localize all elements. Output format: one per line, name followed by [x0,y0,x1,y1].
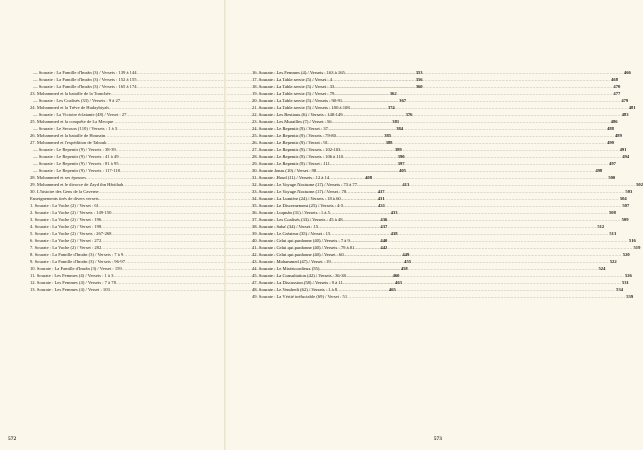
toc-entry-page: 438 [390,231,398,236]
toc-entry-page: 356 [415,77,423,82]
toc-entry [252,195,627,202]
toc-entry-page: 507 [622,203,630,208]
toc-entry-page: 526 [624,273,632,278]
toc-entry-page: 524 [598,266,606,271]
toc-entry [252,209,616,216]
toc-entry-title: 44. Sourate : Le Miséricordieux (55) [252,266,320,271]
toc-entry-page: 468 [611,77,619,82]
toc-entry [252,265,606,272]
toc-entry-title: — Sourate : Le Repentir (9) / Versets : 117-118 [33,168,120,173]
toc-entry-page: 389 [394,147,402,152]
book-gutter [224,0,226,450]
toc-entry [252,146,627,153]
dot-leader [332,76,610,83]
toc-entry-page: 509 [621,217,629,222]
toc-entry-title: 34. Sourate : La Lumière (24) / Versets : 18 à 60 [252,196,341,201]
toc-entry-page: 512 [597,224,605,229]
toc-entry [252,160,616,167]
toc-entry-title: 25. Sourate : Le Repentir (9) / Versets : 79-80 [252,133,336,138]
toc-entry [252,174,616,181]
toc-entry-title: — Sourate : Le Repentir (9) / Versets : 81 à 95 [33,161,119,166]
dot-leader [328,125,606,132]
toc-entry [252,181,643,188]
toc-entry-title: 3. Sourate : La Vache (2) / Verset : 196 [30,217,102,222]
toc-entry-page: 513 [609,231,617,236]
toc-entry-title: 48. Sourate : Le Vendredi (62) / Versets : 1 à 8 [252,287,338,292]
toc-entry-page: 488 [607,126,614,131]
toc-entry-title: 33. Sourate : Le Voyage Nocturne (17) / Verset : 78 [252,189,347,194]
right-page [225,0,643,450]
toc-entry-page: 498 [595,168,603,173]
toc-entry-page: 360 [415,84,423,89]
toc-entry-title: — Sourate : La Famille d'Imrân (3) / Versets : 165 à 174 [33,84,137,89]
toc-entry [252,153,630,160]
toc-entry-page: 508 [608,210,616,215]
toc-entry-title: — Sourate : Le Repentir (9) / Versets : 38-39 [33,147,116,152]
toc-entry-title: — Sourate : Les Coalisés (33) / Versets : 9 à 27 [33,98,121,103]
toc-entry-title: 18. Sourate : La Table servie (5) / Verset : 33 [252,84,335,89]
dot-leader [343,153,621,160]
toc-entry-title: 22. Sourate : Les Bestiaux (6) / Versets : 148-149 [252,112,343,117]
toc-entry-page: 437 [380,224,388,229]
toc-entry-title: 7. Sourate : La Vache (2) / Verset : 282 [30,245,102,250]
page-number-left: 572 [8,436,17,442]
dot-leader [329,174,607,181]
toc-entry-title: 23. Mohammed et la bataille de la Tranchée [30,91,111,96]
toc-entry-page: 385 [384,133,392,138]
toc-entry-page: 479 [621,98,629,103]
toc-entry [252,202,630,209]
dot-leader [316,167,594,174]
toc-entry-title: 11. Sourate : Les Femmes (4) / Versets : 1 à 3 [30,273,114,278]
dot-leader [343,202,621,209]
toc-entry-page: 384 [396,126,404,131]
toc-entry-title: 6. Sourate : La Vache (2) / Verset : 272 [30,238,102,243]
toc-entry-title: 4. Sourate : La Vache (2) / Verset : 198 [30,224,102,229]
toc-entry-page: 481 [628,105,636,110]
toc-entry-page: 519 [633,245,641,250]
toc-entry [252,104,636,111]
toc-entry-page: 455 [404,259,412,264]
toc-entry [252,188,633,195]
dot-leader [345,69,623,76]
toc-entry-page: 463 [395,280,402,285]
toc-entry-title: 20. Sourate : La Table servie (5) / Versets : 90-91 [252,98,343,103]
toc-entry-title: 19. Sourate : La Table servie (5) / Verset : 79 [252,91,335,96]
toc-entry [252,90,621,97]
toc-entry-page: 503 [625,189,633,194]
toc-entry [252,118,618,125]
dot-leader [350,237,628,244]
toc-entry-page: 460 [392,273,400,278]
toc-entry [252,272,632,279]
dot-leader [357,181,635,188]
toc-entry-page: 362 [389,91,397,96]
dot-leader [347,293,625,300]
toc-entry-title: 23. Sourate : Les Murailles (7) / Verset : 56 [252,119,332,124]
toc-entry-page: 539 [626,294,634,299]
toc-entry-title: — Sourate : La Famille d'Imrân (3) / Versets : 139 à 144 [33,70,137,75]
toc-entry-title: 5. Sourate : La Vache (2) / Versets : 267-268 [30,231,112,236]
toc-entry-title: 16. Sourate : Les Femmes (4) / Versets : 163 à 165 [252,70,345,75]
toc-entry [252,125,614,132]
toc-entry-page: 408 [365,175,373,180]
toc-entry-page: 531 [621,280,629,285]
dot-leader [341,195,619,202]
toc-entry-title: Enseignements tirés de divers versets [30,196,99,201]
toc-entry-page: 491 [619,147,627,152]
toc-entry [252,139,614,146]
toc-entry-page: 494 [622,154,630,159]
toc-entry [252,258,617,265]
toc-entry-title: 8. Sourate : La Famille d'Imrân (3) / Versets : 7 à 9 [30,252,124,257]
toc-entry-page: 466 [623,70,631,75]
toc-entry-page: 490 [607,140,614,145]
toc-entry [252,279,629,286]
dot-leader [331,258,609,265]
toc-entry-page: 388 [385,140,393,145]
toc-entry-title: 29. Sourate : Le Repentir (9) / Verset : 111 [252,161,330,166]
toc-entry-page: 417 [377,189,385,194]
toc-entry-title: 26. Mohammed et la bataille de Hounaïn [30,133,106,138]
dot-leader [344,251,622,258]
toc-entry [252,244,641,251]
toc-list-right [252,69,643,300]
toc-entry-title: 43. Sourate : Mohammed (47) / Verset : 19 [252,259,331,264]
toc-entry-title: 28. Sourate : Le Repentir (9) / Versets : 106 à 110 [252,154,344,159]
toc-entry-page: 483 [621,112,629,117]
toc-entry-page: 477 [613,91,621,96]
toc-entry-page: 431 [378,203,385,208]
toc-entry [252,223,605,230]
dot-leader [318,223,596,230]
toc-entry-page: 397 [397,161,405,166]
toc-entry [252,286,624,293]
toc-entry-title: 24. Mohammed et la Trêve de Hudaybiyah [30,105,109,110]
toc-entry-title: 29. Mohammed et le divorce de Zayd ibn Hârithah [30,182,124,187]
toc-entry-page: 413 [402,182,410,187]
toc-entry-page: 390 [397,154,405,159]
toc-entry-title: 2. Sourate : La Vache (2) / Versets : 149-150 [30,210,112,215]
toc-entry-title: 37. Sourate : Les Coalisés (33) / Versets : 45 à 48 [252,217,343,222]
dot-leader [343,279,621,286]
toc-entry-title: 35. Sourate : Le Discernement (25) / Versets : 4-5 [252,203,344,208]
toc-entry-title: 41. Sourate : Celui qui pardonne (40) / Versets : 79 à 81 [252,245,355,250]
toc-entry-title: — Sourate : Le Secours (110) / Versets : 1 à 3 [33,126,118,131]
toc-entry-title: 30. Sourate Jonas (10) / Verset : 98 [252,168,317,173]
toc-entry-title: 1. Sourate : La Vache (2) / Verset : 61 [30,203,99,208]
dot-leader [319,265,597,272]
toc-entry-page: 489 [614,133,622,138]
toc-entry-title: 27. Mohammed et l'expédition de Tabouk [30,140,107,145]
toc-entry-title: — Sourate : La Victoire éclatante (48) / Verset : 27 [33,112,127,117]
toc-entry-title: 25. Mohammed et la conquête de La Mecque [30,119,114,124]
toc-entry [252,237,636,244]
toc-entry-title: — Sourate : La Famille d'Imrân (3) / Versets : 152 à 155 [33,77,137,82]
toc-entry-page: 534 [616,287,624,292]
toc-entry-title: 10. Sourate : La Famille d'Imrân (3) / Verset : 159 [30,266,122,271]
toc-entry-title: 30. L'histoire des Gens de la Caverne [30,189,99,194]
toc-entry [252,76,619,83]
toc-entry [252,293,634,300]
toc-entry-page: 376 [405,112,413,117]
dot-leader [343,216,621,223]
toc-entry-page: 405 [399,168,406,173]
toc-entry-page: 374 [387,105,395,110]
toc-entry [252,69,631,76]
dot-leader [330,209,608,216]
dot-leader [337,286,615,293]
toc-entry-page: 353 [415,70,423,75]
toc-entry-page: 442 [380,245,388,250]
toc-entry-page: 470 [613,84,621,89]
toc-entry-page: 486 [610,119,618,124]
dot-leader [334,90,612,97]
toc-entry-page: 502 [636,182,643,187]
toc-entry-title: 32. Sourate : Le Voyage Nocturne (17) / Versets : 73 à 77 [252,182,357,187]
toc-entry-title: 49. Sourate : La Vérité inéluctable (69) / Verset : 51 [252,294,348,299]
dot-leader [328,139,606,146]
toc-entry [252,230,617,237]
dot-leader [342,97,620,104]
dot-leader [350,104,628,111]
dot-leader [343,111,621,118]
toc-entry-page: 458 [400,266,408,271]
toc-entry-page: 431 [377,196,385,201]
toc-entry [252,132,622,139]
dot-leader [346,188,624,195]
toc-entry [252,83,621,90]
toc-entry-page: 522 [609,259,617,264]
toc-entry-title: 28. Mohammed et ses épouses [30,175,87,180]
toc-entry [252,97,629,104]
toc-entry-page: 504 [619,196,627,201]
toc-entry-title: 42. Sourate : Celui qui pardonne (40) / Verset : 60 [252,252,344,257]
toc-entry-title: 47. Sourate : La Discussion (58) / Versets : 9 à 11 [252,280,343,285]
toc-entry-title: 39. Sourate : Le Créateur (35) / Verset : 15 [252,231,331,236]
toc-entry-page: 500 [608,175,616,180]
dot-leader [346,272,624,279]
toc-entry [252,216,629,223]
toc-entry-page: 433 [390,210,398,215]
toc-entry-page: 516 [628,238,636,243]
toc-entry-page: 465 [388,287,396,292]
toc-entry-page: 449 [402,252,410,257]
dot-leader [336,132,614,139]
toc-entry-title: 9. Sourate : La Famille d'Imrân (3) / Versets : 96-97 [30,259,126,264]
toc-entry-title: 40. Sourate : Celui qui pardonne (40) / Versets : 7 à 9 [252,238,350,243]
page-number-right: 573 [433,436,442,442]
toc-entry-title: 36. Sourate : Loqmân (31) / Versets : 1 à 5 [252,210,330,215]
toc-entry-title: 38. Sourate : Saba' (34) / Verset : 15 [252,224,319,229]
dot-leader [330,230,608,237]
toc-entry-page: 440 [380,238,388,243]
dot-leader [354,244,632,251]
toc-entry-title: 24. Sourate : Le Repentir (9) / Verset : 37 [252,126,328,131]
toc-entry [252,251,630,258]
toc-entry-title: — Sourate : Le Repentir (9) / Versets : 41 à 49 [33,154,119,159]
toc-entry-page: 367 [399,98,407,103]
toc-entry-title: 27. Sourate : Le Repentir (9) / Versets : 102-103 [252,147,341,152]
dot-leader [340,146,618,153]
toc-entry [252,167,603,174]
toc-entry [252,111,629,118]
toc-entry-title: 13. Sourate : Les Femmes (4) / Verset : 103 [30,287,110,292]
dot-leader [330,160,608,167]
toc-entry-page: 497 [609,161,616,166]
toc-entry-page: 381 [392,119,400,124]
toc-entry-title: 45. Sourate : La Consultation (42) / Versets : 36-38 [252,273,346,278]
dot-leader [334,83,612,90]
toc-entry-title: 26. Sourate : Le Repentir (9) / Verset : 91 [252,140,328,145]
toc-entry-title: 17. Sourate : La Table servie (5) / Verset : 4 [252,77,333,82]
dot-leader [332,118,610,125]
toc-entry-title: 12. Sourate : Les Femmes (4) / Versets : 7 à 78 [30,280,116,285]
toc-entry-title: 21. Sourate : La Table servie (5) / Versets : 100 à 108 [252,105,350,110]
toc-entry-page: 520 [622,252,630,257]
toc-entry-page: 436 [380,217,388,222]
toc-entry-title: 31. Sourate : Houd (11) / Versets : 12 à 14 [252,175,330,180]
